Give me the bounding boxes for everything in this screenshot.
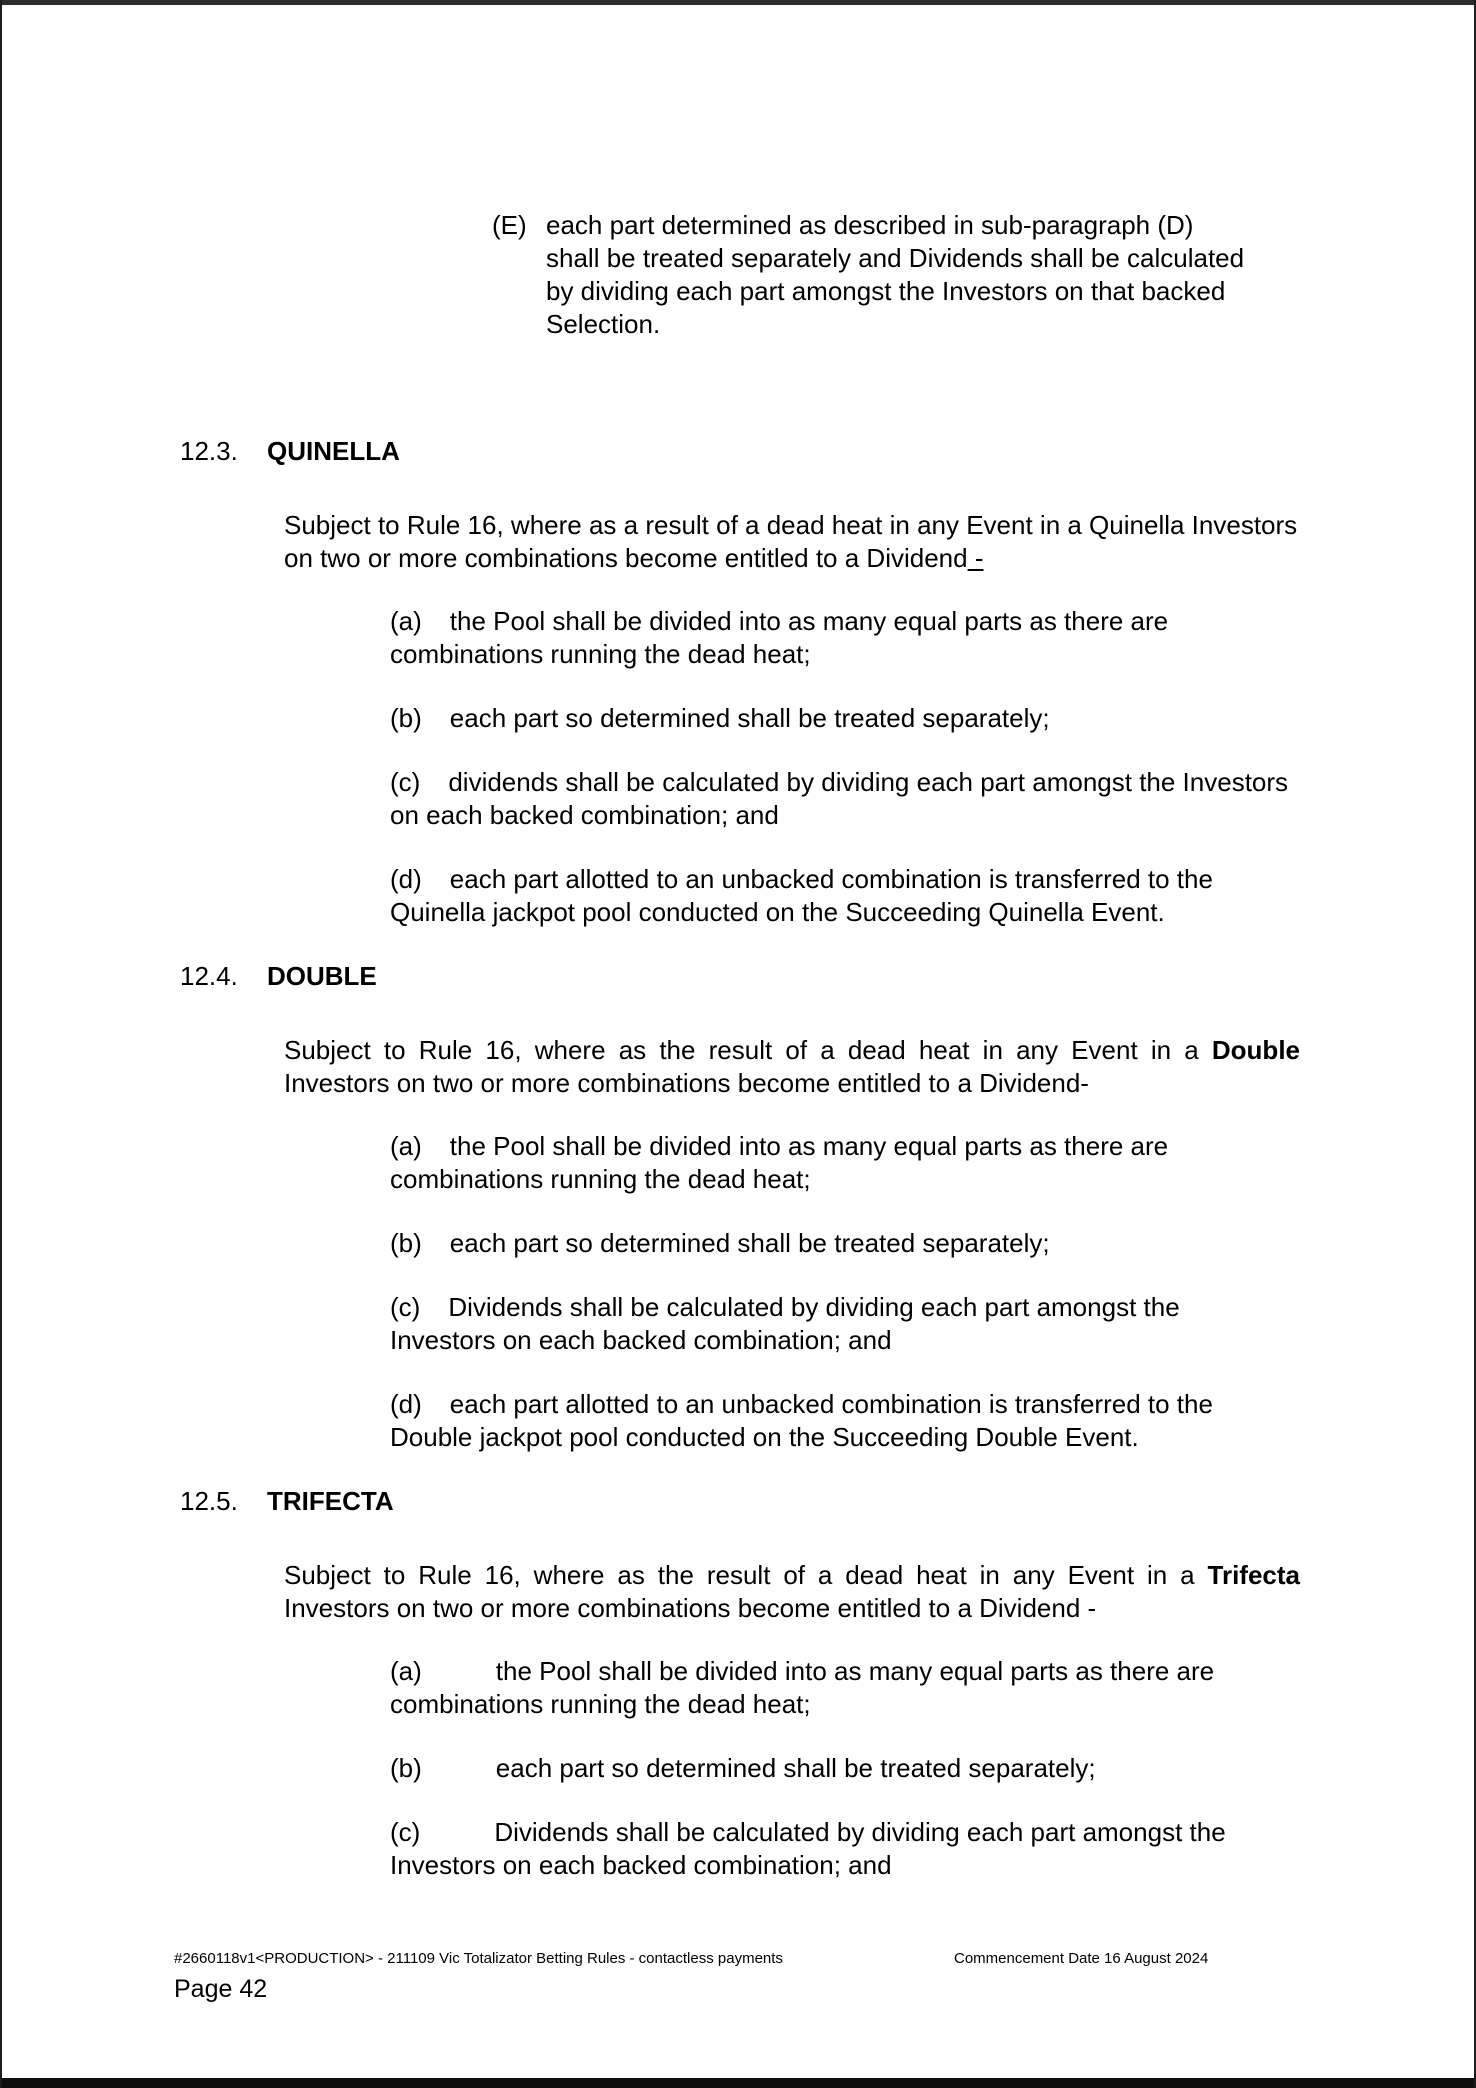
item-text: each part so determined shall be treated separately; <box>495 1753 1096 1783</box>
double-lead-paragraph <box>284 1034 1300 1100</box>
item-label: (b) <box>390 1228 422 1258</box>
double-lead-text-after: Investors on two or more combinations become entitled to a Dividend- <box>284 1068 1089 1098</box>
section-number: 12.5. <box>180 1486 238 1516</box>
section-title: DOUBLE <box>267 961 377 991</box>
item-label: (a) <box>390 606 422 636</box>
section-title: QUINELLA <box>267 436 400 466</box>
item-label: (a) <box>390 1656 422 1686</box>
quinella-lead-paragraph <box>284 509 1300 575</box>
list-item <box>390 766 1290 832</box>
list-item <box>390 605 1290 671</box>
item-text: Dividends shall be calculated by dividing each part amongst the Investors on each backed combination; and <box>390 1292 1180 1355</box>
list-item <box>390 863 1290 929</box>
double-bold-word: Double <box>1211 1035 1300 1065</box>
clause-E <box>492 209 1246 341</box>
section-heading-double <box>180 960 1474 993</box>
item-label: (c) <box>390 1292 421 1322</box>
quinella-underlined-dash: - <box>967 543 984 573</box>
list-item <box>390 1816 1290 1882</box>
list-item <box>390 1130 1290 1196</box>
item-label: (b) <box>390 1753 422 1783</box>
list-item <box>390 1227 1290 1260</box>
footer-commencement-date: Commencement Date 16 August 2024 <box>954 1950 1209 1967</box>
item-label: (a) <box>390 1131 422 1161</box>
item-label: (c) <box>390 767 421 797</box>
trifecta-bold-word: Trifecta <box>1207 1560 1300 1590</box>
item-text: each part allotted to an unbacked combination is transferred to the Double jackpot pool conducted on the Succeeding Double Event. <box>390 1389 1213 1452</box>
section-heading-quinella <box>180 435 1474 468</box>
list-item <box>390 1291 1290 1357</box>
clause-E-text: each part determined as described in sub-paragraph (D) shall be treated separately and Dividends shall be calculated by dividing each part amongst the Investors on that backed Selection. <box>546 210 1245 339</box>
footer-page-number: Page 42 <box>174 1975 268 2003</box>
item-text: dividends shall be calculated by dividing each part amongst the Investors on each backed combination; and <box>390 767 1289 830</box>
section-title: TRIFECTA <box>267 1486 394 1516</box>
item-label: (d) <box>390 864 422 894</box>
clause-E-label: (E) <box>492 210 527 240</box>
list-item <box>390 702 1290 735</box>
section-number: 12.4. <box>180 961 238 991</box>
item-text: each part so determined shall be treated separately; <box>449 1228 1050 1258</box>
item-label: (b) <box>390 703 422 733</box>
trifecta-lead-text: Subject to Rule 16, where as the result of a dead heat in any Event in a <box>284 1560 1208 1590</box>
section-heading-trifecta <box>180 1485 1474 1518</box>
scan-edge-top <box>2 0 1474 5</box>
item-label: (d) <box>390 1389 422 1419</box>
list-item <box>390 1388 1290 1454</box>
list-item <box>390 1655 1290 1721</box>
item-text: the Pool shall be divided into as many equal parts as there are combinations running the dead heat; <box>390 606 1169 669</box>
item-text: the Pool shall be divided into as many equal parts as there are combinations running the dead heat; <box>390 1656 1215 1719</box>
item-text: the Pool shall be divided into as many equal parts as there are combinations running the dead heat; <box>390 1131 1169 1194</box>
item-text: Dividends shall be calculated by dividing each part amongst the Investors on each backed combination; and <box>390 1817 1226 1880</box>
item-label: (c) <box>390 1817 421 1847</box>
double-lead-text: Subject to Rule 16, where as the result of a dead heat in any Event in a <box>284 1035 1212 1065</box>
section-number: 12.3. <box>180 436 238 466</box>
item-text: each part allotted to an unbacked combination is transferred to the Quinella jackpot pool conducted on the Succeeding Quinella Event. <box>390 864 1213 927</box>
footer-document-reference: #2660118v1<PRODUCTION> - 211109 Vic Totalizator Betting Rules - contactless payments <box>174 1950 783 1967</box>
quinella-lead-text: Subject to Rule 16, where as a result of a dead heat in any Event in a Quinella Investors on two or more combinations become entitled to a Dividend <box>284 510 1298 573</box>
list-item <box>390 1752 1290 1785</box>
item-text: each part so determined shall be treated separately; <box>449 703 1050 733</box>
trifecta-lead-paragraph <box>284 1559 1300 1625</box>
page-content <box>2 0 1474 1882</box>
scan-edge-bottom <box>2 2078 1474 2088</box>
trifecta-lead-text-after: Investors on two or more combinations become entitled to a Dividend - <box>284 1593 1097 1623</box>
